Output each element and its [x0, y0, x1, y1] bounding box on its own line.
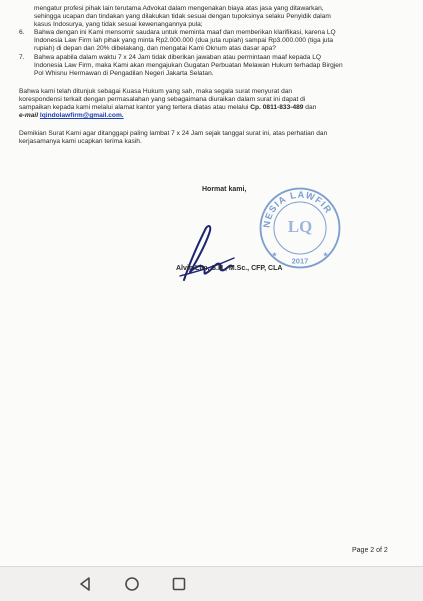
- seal-ring-text: NESIA LAWFIR: [261, 189, 334, 229]
- item-7-line-1: Bahwa apabila dalam waktu 7 x 24 Jam tidak diberikan jawaban atau permintaan maaf kepada LQ: [34, 54, 322, 61]
- para2-line-2: kerjasamanya kami ucapkan terima kasih.: [19, 138, 142, 145]
- navigation-bar: [0, 566, 423, 601]
- svg-text:★: ★: [322, 251, 329, 259]
- phone-number: Cp. 0811-833-489: [250, 104, 304, 111]
- seal-year: 2017: [291, 256, 309, 266]
- para1-line-1: Bahwa kami telah ditunjuk sebagai Kuasa Hukum yang sah, maka segala surat menyurat dan: [19, 88, 293, 95]
- page-number: Page 2 of 2: [352, 547, 388, 554]
- item-cont-line-1: mengatur profesi pihak lain terutama Advokat dalam mengenakan biaya atas jasa yang ditawarkan,: [34, 5, 324, 12]
- item-6-line-2: Indonesia Law Firm lah pihak yang minta Rp2.000.000 (dua juta rupiah) sampai Rp3.000.000 (tiga juta: [34, 37, 334, 44]
- recents-icon[interactable]: [171, 576, 187, 592]
- email-line: [19, 112, 124, 120]
- item-7-number: 7.: [19, 54, 25, 61]
- signer-name: Alvin Lim, S.H., M.Sc., CFP, CLA: [176, 265, 283, 272]
- item-cont-line-2: sehingga ucapan dan tindakan yang dilakukan tidak sesuai dengan tupoksinya selaku Penyidik dalam: [34, 13, 331, 20]
- item-7-line-2: Indonesia Law Firm, maka Kami akan mengajukan Gugatan Perbuatan Melawan Hukum terhadap Birgjen: [34, 62, 343, 69]
- seal-letters: LQ: [287, 217, 313, 237]
- signature-icon: [176, 222, 236, 284]
- phone-suffix: dan: [305, 104, 317, 111]
- back-icon[interactable]: [77, 576, 93, 592]
- para1-line-3: [19, 104, 316, 112]
- item-cont-line-3: kasus Indosurya, yang tidak sesuai kewenangannya pula;: [34, 21, 203, 28]
- para2-line-1: Demikian Surat Kami agar ditanggapi paling lambat 7 x 24 Jam sejak tanggal surat ini, atas perhatian dan: [19, 130, 328, 137]
- item-7-line-3: Pol Whisnu Hermawan di Pengadilan Negeri Jakarta Selatan.: [34, 70, 214, 77]
- item-6-line-3: rupiah) di depan dan 20% dibelakang, dan mengatai Kami Oknum atas dasar apa?: [34, 45, 276, 52]
- item-6-line-1: Bahwa dengan ini Kami mensomir saudara untuk meminta maaf dan memberikan klarifikasi, karena LQ: [34, 29, 336, 36]
- home-icon[interactable]: [124, 576, 140, 592]
- email-link[interactable]: lqindolawfirm@gmail.com.: [39, 112, 124, 119]
- svg-text:★: ★: [271, 251, 278, 259]
- company-seal-icon: [258, 186, 342, 270]
- closing-text: Hormat kami,: [202, 186, 247, 193]
- para1-line-2: korespondensi terkait dengan permasalahan yang sebagaimana diuraikan dalam surat ini dapat di: [19, 96, 306, 103]
- item-6-number: 6.: [19, 29, 25, 36]
- para1-line-3-text: sampaikan kepada kami melalui alamat kantor yang tertera diatas atau melalui: [19, 104, 249, 111]
- email-label: e-mail: [19, 112, 39, 119]
